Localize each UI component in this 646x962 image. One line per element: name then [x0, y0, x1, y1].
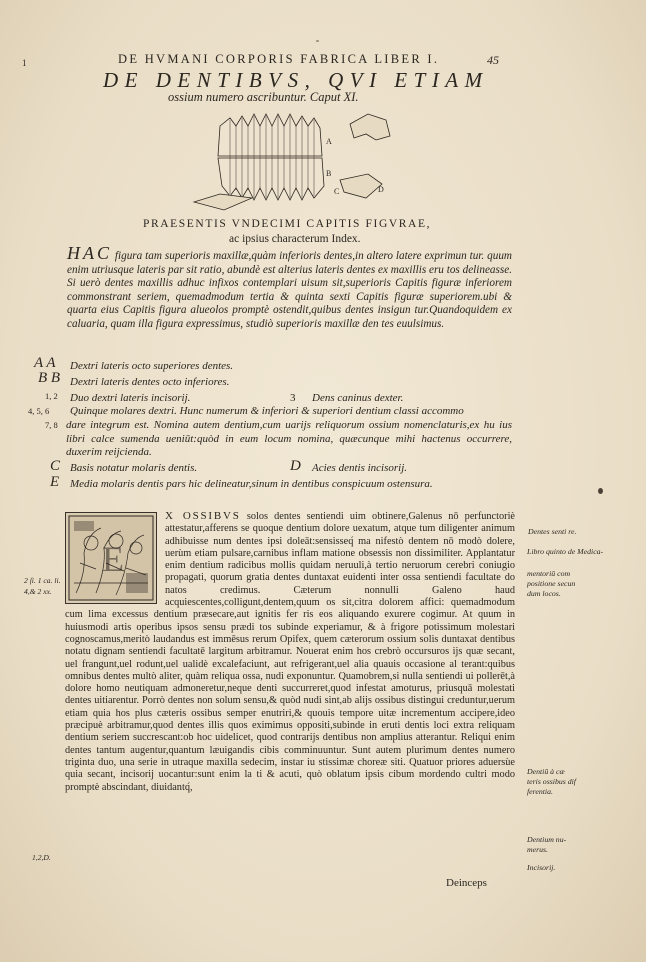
legend-text-3: Dens caninus dexter.	[312, 392, 404, 404]
chapter-subtitle: ossium numero ascribuntur. Caput XI.	[168, 90, 359, 104]
margin-note-ferentia: ferentia.	[527, 787, 553, 796]
decorated-initial-e	[65, 512, 157, 604]
intro-dropword: HAC	[67, 243, 112, 263]
legend-text-e: Media molaris dentis pars hic delineatur,sinum in dentibus conspicuum ostensura.	[70, 478, 433, 490]
legend-text-456: Quinque molares dextri. Hunc numerum & inferiori & superiori dentium classi accommo	[70, 405, 464, 417]
margin-note-teris-ossibus: teris ossibus dif	[527, 777, 576, 786]
margin-note-dentium-numerus: Dentium nu-	[527, 835, 567, 844]
legend-key-aa: A A	[34, 355, 56, 371]
figure-label-a: A	[326, 137, 332, 146]
legend-key-bb: B B	[38, 370, 61, 386]
folio-number: 45	[487, 53, 499, 67]
chapter-title: DE DENTIBVS, QVI ETIAM	[103, 68, 489, 92]
figure-label-c: C	[334, 187, 340, 196]
legend-text-78: dare integrum est. Nomina autem dentium,cum uarijs reliquorum ossium nomenclaturis,ex hu ius libri calce sumenda ueniūt:quòd in eum locum nomina, quæcunque mihi hactenus occurrere, duxerim reijcienda.	[66, 419, 512, 459]
margin-note-left-2: 4,& 2 xx.	[24, 587, 52, 596]
margin-note-left-3: 1,2,D.	[32, 853, 51, 862]
margin-note-incisorij: Incisorij.	[527, 863, 556, 872]
margin-note-positione: positione secun	[527, 579, 576, 588]
legend-key-e: E	[50, 474, 60, 490]
running-head: DE HVMANI CORPORIS FABRICA LIBER I.	[118, 52, 440, 66]
margin-note-dum-locos: dum locos.	[527, 589, 561, 598]
figure-label-d: D	[378, 185, 384, 194]
corner-mark: 1	[22, 58, 27, 68]
margin-note-left-1: 2 ſi. 1 ca. li.	[24, 576, 61, 585]
legend-text-c: Basis notatur molaris dentis.	[70, 462, 198, 474]
body-lead-words: X OSSIBVS	[165, 510, 241, 522]
legend-key-3: 3	[290, 392, 296, 404]
ink-blot	[598, 488, 603, 494]
legend-text-d: Acies dentis incisorij.	[312, 462, 408, 474]
margin-note-dentes-sentire: Dentes senti re.	[528, 527, 577, 536]
teeth-woodcut-figure	[190, 106, 400, 214]
figure-label-b: B	[326, 169, 332, 178]
caption-subheading: ac ipsius characterum Index.	[229, 233, 361, 245]
chapter-body-text	[65, 510, 515, 794]
catchword: Deinceps	[446, 877, 487, 889]
intro-text: figura tam superioris maxillæ,quàm inferioris dentes,in altero latere exprimun tur. quum enim utriusque lateris par sit ratio, abundè est alterius lateris dentes ex maxillis eru tos delineasse. Si uerò dentes maxillis adhuc infixos contemplari uisum sit,superioris Capitis figuræ inferiorem commonstrant seriem, quemadmodum tertia & quinta sexti Capitis figuræ superiorem.ubi & quarta eius Capitis figura alueolos promptè ostendit,quibus dentes insigun tur.Quandoquidem ex caluaria, quam illa figura expressimus, studiò superioris maxillæ den tes euulsimus.	[67, 250, 512, 330]
margin-note-merus: merus.	[527, 845, 549, 854]
legend-text-aa: Dextri lateris octo superiores dentes.	[70, 360, 234, 372]
legend-text-bb: Dextri lateris dentes octo inferiores.	[70, 376, 230, 388]
svg-text:E: E	[102, 539, 124, 579]
legend-text-12: Duo dextri lateris incisorij.	[70, 392, 191, 404]
legend-key-12: 1, 2	[45, 391, 58, 401]
legend-key-d: D	[290, 458, 301, 474]
caption-heading: PRAESENTIS VNDECIMI CAPITIS FIGVRAE,	[143, 218, 432, 230]
figure-intro-paragraph	[67, 243, 512, 332]
margin-note-dentium-differentia: Dentiū à cæ	[527, 767, 565, 776]
margin-note-libro-quinto: Libro quinto de Medica-	[527, 547, 604, 556]
body-paragraph: solos dentes sentiendi uim obtinere,Galenus nō perfunctoriè attestatur,afferens se quoque dentium dolore uexatum, atque tum diligenter animum adhibuisse num dentes ipsi doleāt:sensisseq́ ma nifestò dentem nō modò dolere, uerùm etiam pulsare,carnibus inflam matione obsessis non dissimiliter. Applantatur enim dentium radicibus mollis quidam neruuli,à tertio neruorum cerebri coniugio propagati, quorum gratia dentes duntaxat euidenti inter ossa sentiendi facultate do natos credimus. Cæterum nonnulli Galeno haud acquiescentes,colligunt,dentem,quum os sit,citra dolorem affici: quemadmodum cum lima excessus dentium præsecare,aut ignitis fer ris eos aliquando exurere cogimur. At quum in huiusmodi artis operibus ipsos sensu prædi tos subinde experiamur, & à frigore potissimum molestari cognoscamus,meritò laudandus est immēsus rerum Opifex, quem cæterorum ossium solis duntaxat dentibus notatu dignam sentiendi facultatē largitum arbitramur. Nouerat enim hos crebrò occursuros ijs quæ secant, uel frangunt,uel rodunt,uel ualidè excalefaciunt, aut refrigerant,uel alia quauis occasione al terant:quibus omnibus dentes multò aliter, quàm reliqua ossa, nudi exponuntur. Quamobrem,si nulla sentiendi ui pollerēt,à dolore homo neutiquam admoneretur,neque denti succurreret,quod infestat amoturus, priusquā molestati dentes uitiarentur. Porrò dentes non solum sensu,& quòd nudi sint,ab alijs ossibus distingui creduntur,uerum etiam quia hos plus cæteris ossibus semper enutriri,& quouis tempore uitæ incrementum accipere,ideo præcipuè arbitramur,quod dentes illis quos eximimus oppositi,subinde in eruti dentis loci extra reliquam dentium seriem succrescant:ob hoc uidelicet, quod contrarijs dentibus non amplius atterantur. Reliqui enim dentes tantum augentur,quantum læuigandis cibis comminuuntur. Sunt autem plurimum dentes numero triginta duo, una serie in utraque maxilla sedecim, instar iu stissimæ choreæ siti. Quatuor priores aduersùe quia secant, incisorij uocantur:sunt enim la ti & acuti, quò oblatum ipsis cibum mordendo cultri modo promptè abscindant, diuidantq́,	[65, 511, 515, 793]
ink-speck	[316, 40, 319, 42]
legend-key-456: 4, 5, 6	[28, 406, 50, 416]
margin-note-medicamentorum: mentoriū com	[527, 569, 571, 578]
legend-key-c: C	[50, 458, 61, 474]
legend-key-78: 7, 8	[45, 420, 58, 430]
